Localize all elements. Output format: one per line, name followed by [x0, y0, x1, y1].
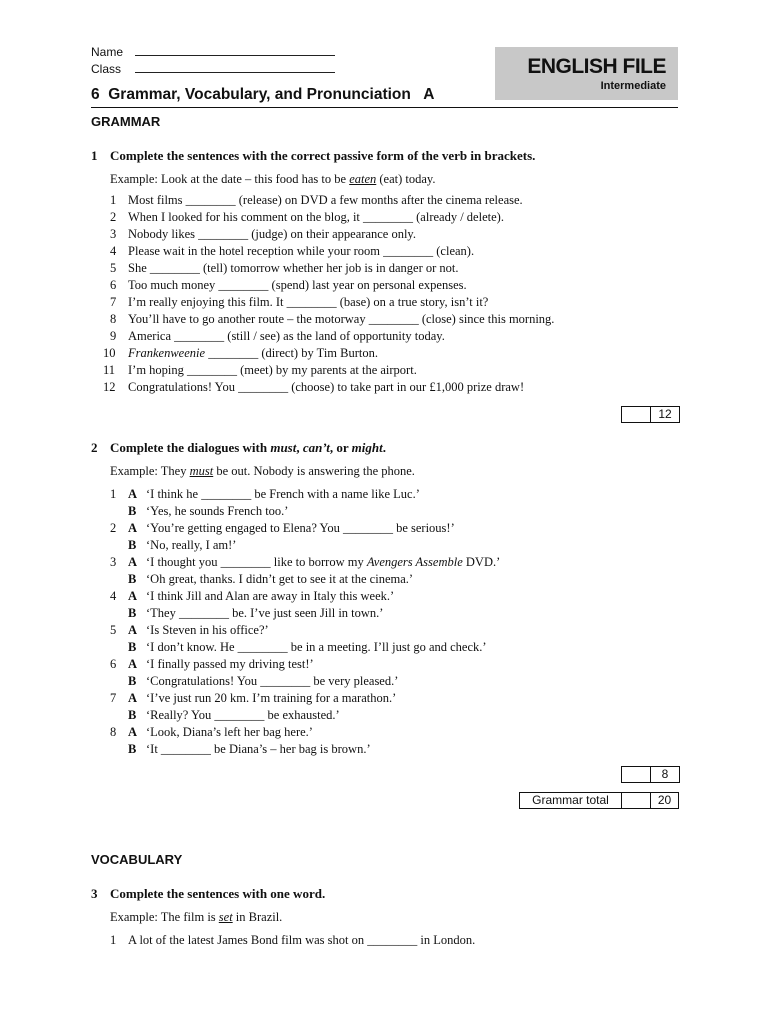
- item-text: She ________ (tell) tomorrow whether her job is in danger or not.: [128, 261, 459, 275]
- dialogue-line: [91, 520, 500, 537]
- list-item: [91, 243, 554, 260]
- task2-score-box: [621, 766, 680, 783]
- item-number: 7: [110, 295, 117, 309]
- task1-score-total: 12: [658, 407, 672, 421]
- dialogue-line: [91, 503, 500, 520]
- item-italic-title: Avengers Assemble: [366, 555, 463, 569]
- dialogue-line: [91, 639, 500, 656]
- item-text: ‘I think he ________ be French with a name like Luc.’: [146, 487, 420, 501]
- item-number: 10: [103, 346, 116, 360]
- item-text: Nobody likes ________ (judge) on their appearance only.: [128, 227, 417, 241]
- item-text: I’m really enjoying this film. It ________ (base) on a true story, isn’t it?: [128, 295, 489, 309]
- task2-score-input[interactable]: [622, 767, 651, 782]
- item-text: ‘I thought you ________ like to borrow my: [146, 555, 367, 569]
- page-title: 6 Grammar, Vocabulary, and Pronunciation A: [91, 86, 435, 103]
- item-number: 5: [110, 623, 117, 637]
- grammar-total-box: [519, 792, 679, 809]
- dialogue-line: [91, 741, 500, 758]
- dialogue-line: [91, 486, 500, 503]
- dialogue-line: [91, 707, 500, 724]
- task2-end: .: [382, 440, 386, 455]
- task3-instruction-text: Complete the sentences with one word.: [110, 886, 326, 901]
- list-item: [91, 226, 554, 243]
- item-number: 2: [110, 521, 117, 535]
- task3-number: 3: [91, 886, 98, 901]
- dialogue-line: [91, 554, 500, 571]
- item-number: 8: [110, 312, 117, 326]
- item-text: ‘I finally passed my driving test!’: [146, 657, 314, 671]
- speaker-label: B: [128, 674, 137, 688]
- vocabulary-heading: VOCABULARY: [91, 852, 183, 867]
- list-item: [91, 932, 475, 949]
- task3-example: [110, 910, 282, 925]
- list-item: [91, 362, 554, 379]
- item-text: ‘Really? You ________ be exhausted.’: [146, 708, 340, 722]
- task3-example-after: in Brazil.: [232, 910, 283, 924]
- task1-instruction: [91, 148, 535, 164]
- item-text: ‘Look, Diana’s left her bag here.’: [146, 725, 313, 739]
- speaker-label: B: [128, 708, 137, 722]
- grammar-total-input[interactable]: [622, 793, 651, 808]
- item-text: ‘I’ve just run 20 km. I’m training for a marathon.’: [146, 691, 397, 705]
- item-text: ‘No, really, I am!’: [146, 538, 237, 552]
- task3-instruction: [91, 886, 325, 902]
- speaker-label: B: [128, 640, 137, 654]
- item-text: ‘I don’t know. He ________ be in a meeting. I’ll just go and check.’: [146, 640, 487, 654]
- title-rule: [91, 107, 678, 108]
- dialogue-line: [91, 588, 500, 605]
- task2-example-answer: must: [189, 464, 214, 478]
- list-item: [91, 328, 554, 345]
- task2-instruction: [91, 440, 386, 456]
- task2-word-must: must: [270, 440, 297, 455]
- task2-items: [91, 486, 500, 758]
- task1-score-input[interactable]: [622, 407, 651, 422]
- list-item: [91, 277, 554, 294]
- item-text: ‘They ________ be. I’ve just seen Jill in town.’: [146, 606, 384, 620]
- name-row: [91, 45, 335, 59]
- task2-example: [110, 464, 415, 479]
- item-number: 1: [110, 487, 117, 501]
- item-number: 4: [110, 244, 117, 258]
- list-item: [91, 345, 554, 362]
- item-number: 9: [110, 329, 117, 343]
- list-item: [91, 311, 554, 328]
- item-italic-title: Frankenweenie: [128, 346, 206, 360]
- dialogue-line: [91, 537, 500, 554]
- dialogue-line: [91, 605, 500, 622]
- item-number: 7: [110, 691, 117, 705]
- item-text: Please wait in the hotel reception while your room ________ (clean).: [128, 244, 475, 258]
- task1-example-answer: eaten: [349, 172, 377, 186]
- item-number: 5: [110, 261, 117, 275]
- list-item: [91, 294, 554, 311]
- item-text: ‘You’re getting engaged to Elena? You ________ be serious!’: [146, 521, 455, 535]
- task2-instruction-before: Complete the dialogues with: [110, 440, 271, 455]
- item-number: 6: [110, 657, 117, 671]
- item-text: America ________ (still / see) as the land of opportunity today.: [128, 329, 445, 343]
- item-text: Congratulations! You ________ (choose) to take part in our £1,000 prize draw!: [128, 380, 525, 394]
- list-item: [91, 379, 554, 396]
- item-number: 1: [110, 193, 117, 207]
- grammar-total-label: Grammar total: [520, 793, 622, 808]
- dialogue-line: [91, 690, 500, 707]
- name-label: Name: [91, 45, 124, 59]
- item-text: Too much money ________ (spend) last year on personal expenses.: [128, 278, 467, 292]
- list-item: [91, 260, 554, 277]
- task2-number: 2: [91, 440, 98, 455]
- item-number: 4: [110, 589, 117, 603]
- speaker-label: A: [128, 691, 138, 705]
- speaker-label: A: [128, 521, 138, 535]
- list-item: [91, 192, 554, 209]
- speaker-label: A: [128, 657, 138, 671]
- task2-score-total: 8: [661, 767, 669, 781]
- task2-word-cant: can’t: [302, 440, 330, 455]
- dialogue-line: [91, 622, 500, 639]
- dialogue-line: [91, 673, 500, 690]
- dialogue-line: [91, 656, 500, 673]
- item-text: ‘Yes, he sounds French too.’: [146, 504, 289, 518]
- task2-example-before: Example: They: [110, 464, 190, 478]
- item-number: 12: [103, 380, 116, 394]
- speaker-label: A: [128, 725, 138, 739]
- logo-title: ENGLISH FILE: [527, 55, 666, 78]
- task2-sep1: ,: [296, 440, 303, 455]
- dialogue-line: [91, 724, 500, 741]
- task3-items: [91, 932, 475, 949]
- item-text: I’m hoping ________ (meet) by my parents at the airport.: [128, 363, 417, 377]
- class-row: [91, 62, 335, 76]
- item-text: ‘Congratulations! You ________ be very pleased.’: [146, 674, 399, 688]
- item-text: Most films ________ (release) on DVD a few months after the cinema release.: [128, 193, 523, 207]
- task3-example-before: Example: The film is: [110, 910, 219, 924]
- speaker-label: B: [128, 606, 137, 620]
- speaker-label: A: [128, 555, 138, 569]
- item-text: ‘Is Steven in his office?’: [146, 623, 269, 637]
- list-item: [91, 209, 554, 226]
- task1-score-box: [621, 406, 680, 423]
- speaker-label: B: [128, 538, 137, 552]
- speaker-label: B: [128, 572, 137, 586]
- grammar-total-score: 20: [657, 793, 672, 807]
- task3-example-answer: set: [218, 910, 233, 924]
- item-number: 3: [110, 227, 117, 241]
- logo-level: Intermediate: [600, 80, 666, 92]
- grammar-heading: GRAMMAR: [91, 114, 161, 129]
- task2-example-after: be out. Nobody is answering the phone.: [213, 464, 415, 478]
- item-text: A lot of the latest James Bond film was shot on ________ in London.: [128, 933, 476, 947]
- item-number: 11: [103, 363, 116, 377]
- name-field[interactable]: [135, 45, 335, 56]
- item-number: 1: [110, 933, 117, 947]
- item-text: You’ll have to go another route – the motorway ________ (close) since this morning.: [128, 312, 555, 326]
- speaker-label: B: [128, 504, 137, 518]
- item-text: DVD.’: [462, 555, 501, 569]
- task1-example-after: (eat) today.: [376, 172, 436, 186]
- speaker-label: A: [128, 623, 138, 637]
- speaker-label: B: [128, 742, 137, 756]
- item-number: 8: [110, 725, 117, 739]
- item-text: ‘I think Jill and Alan are away in Italy this week.’: [146, 589, 395, 603]
- item-number: 2: [110, 210, 117, 224]
- speaker-label: A: [128, 487, 138, 501]
- dialogue-line: [91, 571, 500, 588]
- class-field[interactable]: [135, 62, 335, 73]
- task1-example: [110, 172, 436, 187]
- item-text: ‘Oh great, thanks. I didn’t get to see it at the cinema.’: [146, 572, 414, 586]
- item-text: ________ (direct) by Tim Burton.: [205, 346, 378, 360]
- task2-word-might: might: [351, 440, 383, 455]
- item-number: 6: [110, 278, 117, 292]
- item-text: When I looked for his comment on the blog, it ________ (already / delete).: [128, 210, 504, 224]
- task1-instruction-text: Complete the sentences with the correct passive form of the verb in brackets.: [110, 148, 536, 163]
- speaker-label: A: [128, 589, 138, 603]
- english-file-logo: [495, 47, 678, 100]
- task2-sep2: , or: [329, 440, 352, 455]
- task1-example-before: Example: Look at the date – this food has to be: [110, 172, 350, 186]
- item-number: 3: [110, 555, 117, 569]
- task1-items: [91, 192, 554, 396]
- item-text: ‘It ________ be Diana’s – her bag is brown.’: [146, 742, 371, 756]
- class-label: Class: [91, 62, 122, 76]
- task1-number: 1: [91, 148, 98, 163]
